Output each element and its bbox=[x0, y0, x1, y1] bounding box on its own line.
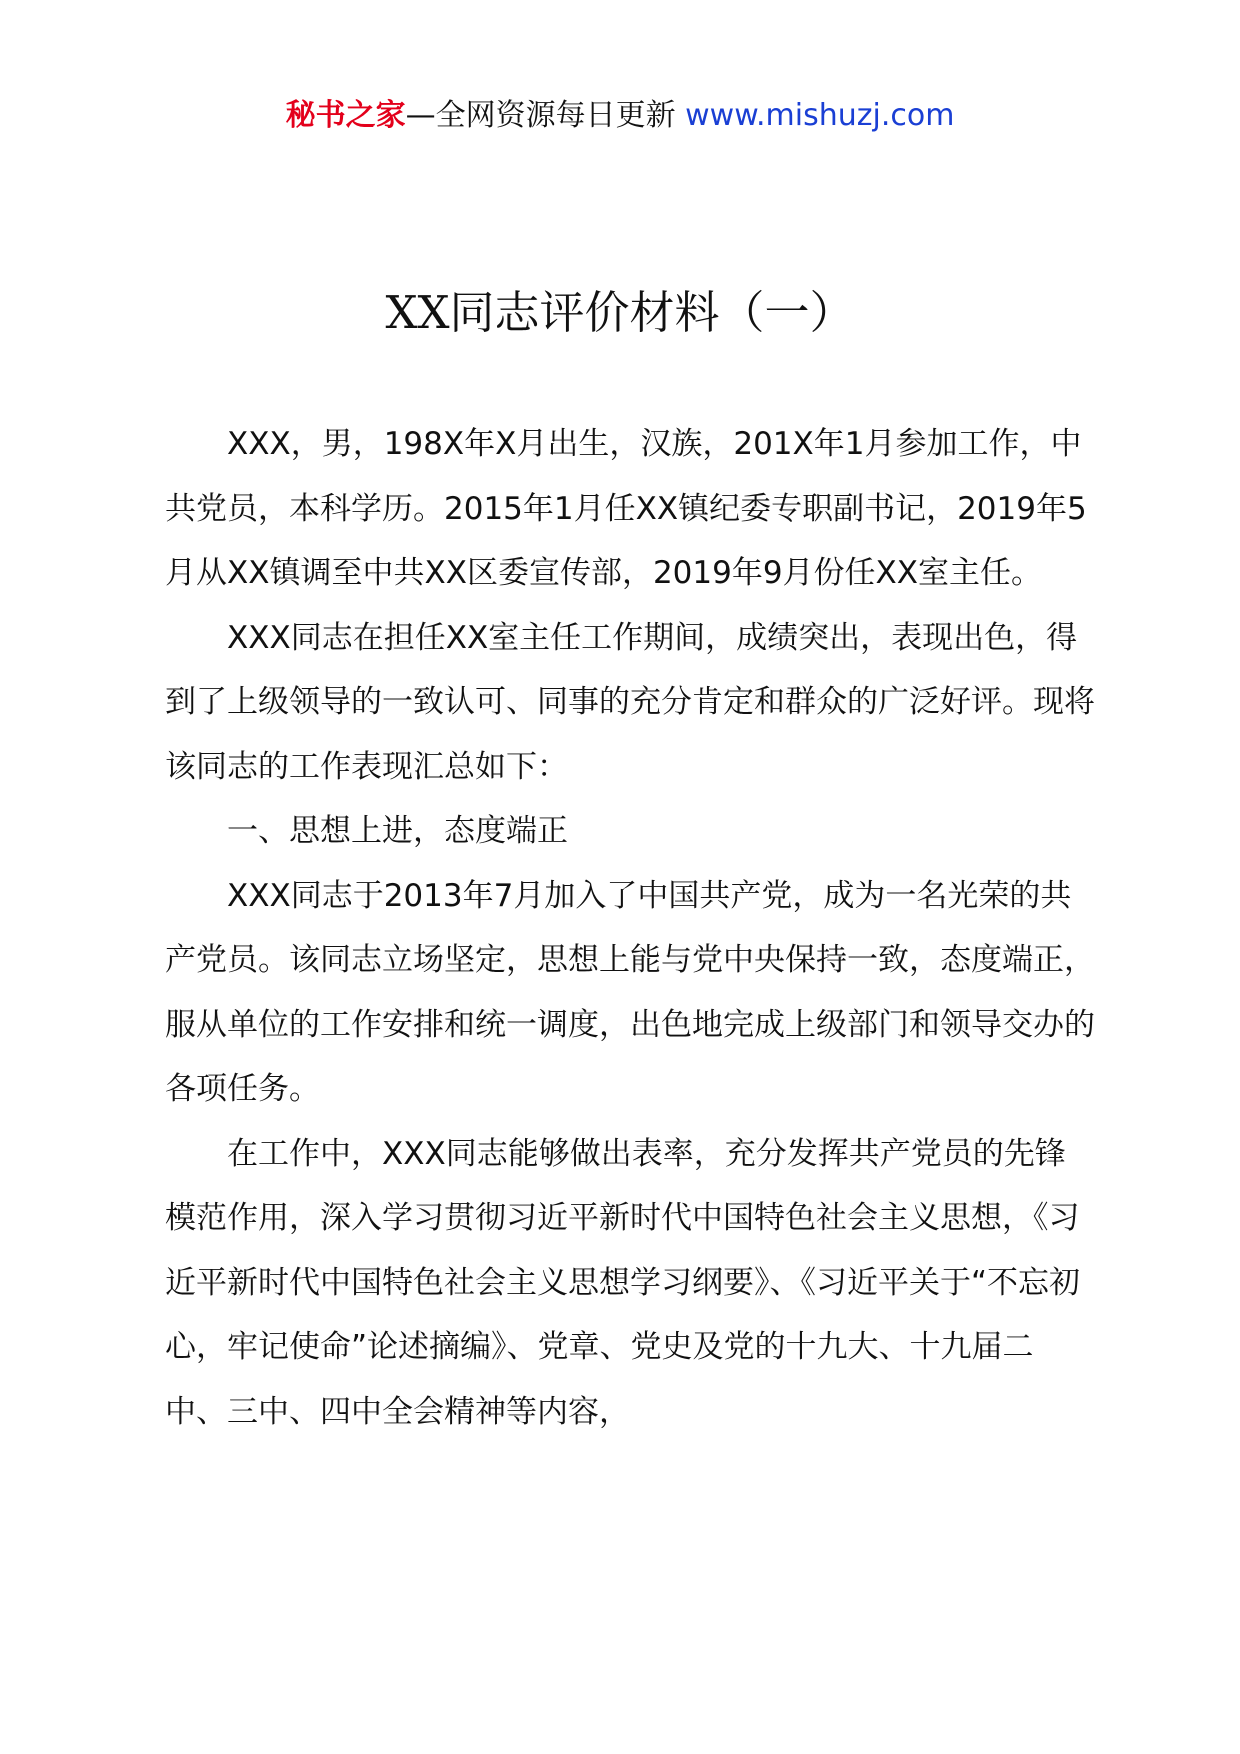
document-title-text: 同志评价材料（一） bbox=[449, 286, 855, 339]
site-header bbox=[0, 96, 1240, 136]
site-url-link[interactable]: www.mishuzj.com bbox=[685, 98, 955, 133]
site-tagline: —全网资源每日更新 bbox=[405, 98, 676, 133]
document-title bbox=[0, 282, 1240, 344]
paragraph-summary: XXX同志在担任XX室主任工作期间，成绩突出，表现出色，得到了上级领导的一致认可、同事的充分肯定和群众的广泛好评。现将该同志的工作表现汇总如下： bbox=[165, 619, 1095, 785]
document-body bbox=[165, 412, 1095, 1444]
document-title-prefix: XX bbox=[385, 286, 450, 339]
section-heading: 一、思想上进，态度端正 bbox=[227, 813, 568, 849]
paragraph-profile: XXX，男，198X年X月出生，汉族，201X年1月参加工作，中共党员，本科学历。2015年1月任XX镇纪委专职副书记，2019年5月从XX镇调至中共XX区委宣传部，2019年9月份任XX室主任。 bbox=[165, 426, 1087, 591]
paragraph-study: 在工作中，XXX同志能够做出表率，充分发挥共产党员的先锋模范作用，深入学习贯彻习近平新时代中国特色社会主义思想，《习近平新时代中国特色社会主义思想学习纲要》、《习近平关于“不忘初心，牢记使命”论述摘编》、党章、党史及党的十九大、十九届二中、三中、四中全会精神等内容， bbox=[165, 1135, 1081, 1430]
site-brand: 秘书之家 bbox=[285, 98, 406, 133]
paragraph-party-membership: XXX同志于2013年7月加入了中国共产党，成为一名光荣的共产党员。该同志立场坚定，思想上能与党中央保持一致，态度端正，服从单位的工作安排和统一调度，出色地完成上级部门和领导交办的各项任务。 bbox=[165, 877, 1095, 1107]
